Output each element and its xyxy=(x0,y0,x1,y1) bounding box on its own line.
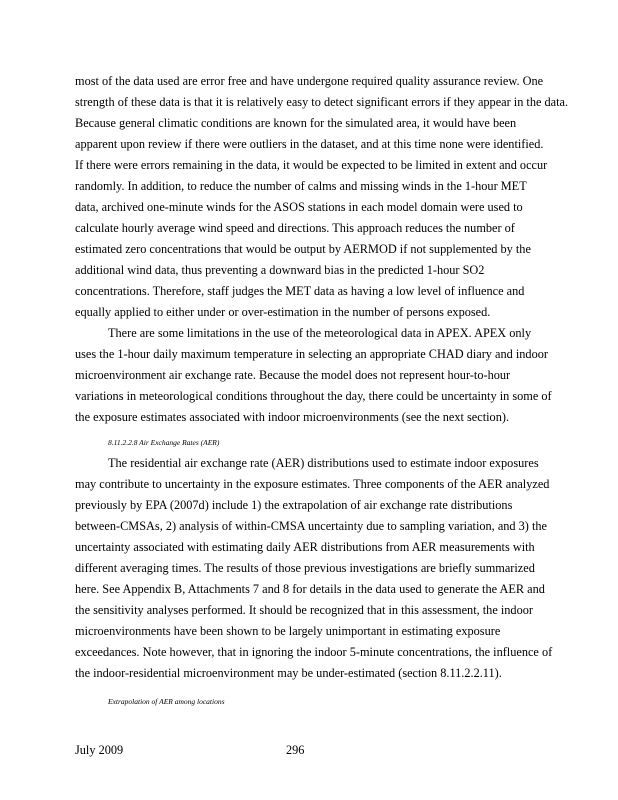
paragraph-3-line-10: exceedances. Note however, that in ignoring the indoor 5-minute concentrations, the influence of xyxy=(75,645,553,659)
paragraph-3-line-5: uncertainty associated with estimating daily AER distributions from AER measurements with xyxy=(75,540,535,554)
paragraph-1-line-8: calculate hourly average wind speed and directions. This approach reduces the number of xyxy=(75,221,515,235)
section-heading: 8.11.2.2.8 Air Exchange Rates (AER) xyxy=(108,438,220,447)
paragraph-3-line-11: the indoor-residential microenvironment may be under-estimated (section 8.11.2.2.11). xyxy=(75,666,502,680)
paragraph-3-line-9: microenvironments have been shown to be largely unimportant in estimating exposure xyxy=(75,624,501,638)
paragraph-3-line-4: between-CMSAs, 2) analysis of within-CMSA uncertainty due to sampling variation, and 3) the xyxy=(75,519,547,533)
paragraph-1-line-12: equally applied to either under or over-estimation in the number of persons exposed. xyxy=(75,305,491,319)
paragraph-3-line-1: The residential air exchange rate (AER) distributions used to estimate indoor exposures xyxy=(108,456,539,470)
paragraph-1-line-10: additional wind data, thus preventing a downward bias in the predicted 1-hour SO2 xyxy=(75,263,485,277)
paragraph-1-line-1: most of the data used are error free and have undergone required quality assurance review. One xyxy=(75,74,544,88)
paragraph-2-line-1: There are some limitations in the use of the meteorological data in APEX. APEX only xyxy=(108,326,532,340)
paragraph-3-line-7: here. See Appendix B, Attachments 7 and 8 for details in the data used to generate the AER and xyxy=(75,582,545,596)
paragraph-2-line-4: variations in meteorological conditions throughout the day, there could be uncertainty in some of xyxy=(75,389,552,403)
paragraph-2-line-5: the exposure estimates associated with indoor microenvironments (see the next section). xyxy=(75,410,510,424)
paragraph-1-line-9: estimated zero concentrations that would be output by AERMOD if not supplemented by the xyxy=(75,242,531,256)
paragraph-1-line-3: Because general climatic conditions are known for the simulated area, it would have been xyxy=(75,116,517,130)
paragraph-3-line-3: previously by EPA (2007d) include 1) the extrapolation of air exchange rate distributions xyxy=(75,498,513,512)
paragraph-1-line-5: If there were errors remaining in the data, it would be expected to be limited in extent and occur xyxy=(75,158,548,172)
footer-date: July 2009 xyxy=(75,743,124,757)
paragraph-1-line-7: data, archived one-minute winds for the ASOS stations in each model domain were used to xyxy=(75,200,523,214)
paragraph-1-line-6: randomly. In addition, to reduce the number of calms and missing winds in the 1-hour MET xyxy=(75,179,527,193)
paragraph-1-line-2: strength of these data is that it is relatively easy to detect significant errors if they appear in the data. xyxy=(75,95,569,109)
paragraph-2-line-2: uses the 1-hour daily maximum temperature in selecting an appropriate CHAD diary and indoor xyxy=(75,347,548,361)
paragraph-1-line-11: concentrations. Therefore, staff judges the MET data as having a low level of influence and xyxy=(75,284,525,298)
paragraph-1-line-4: apparent upon review if there were outliers in the dataset, and at this time none were identified. xyxy=(75,137,544,151)
page-number: 296 xyxy=(286,743,305,757)
subheading: Extrapolation of AER among locations xyxy=(108,697,225,706)
paragraph-3-line-2: may contribute to uncertainty in the exposure estimates. Three components of the AER analyzed xyxy=(75,477,550,491)
paragraph-2-line-3: microenvironment air exchange rate. Because the model does not represent hour-to-hour xyxy=(75,368,511,382)
paragraph-3-line-8: the sensitivity analyses performed. It should be recognized that in this assessment, the indoor xyxy=(75,603,533,617)
paragraph-3-line-6: different averaging times. The results of those previous investigations are briefly summarized xyxy=(75,561,535,575)
